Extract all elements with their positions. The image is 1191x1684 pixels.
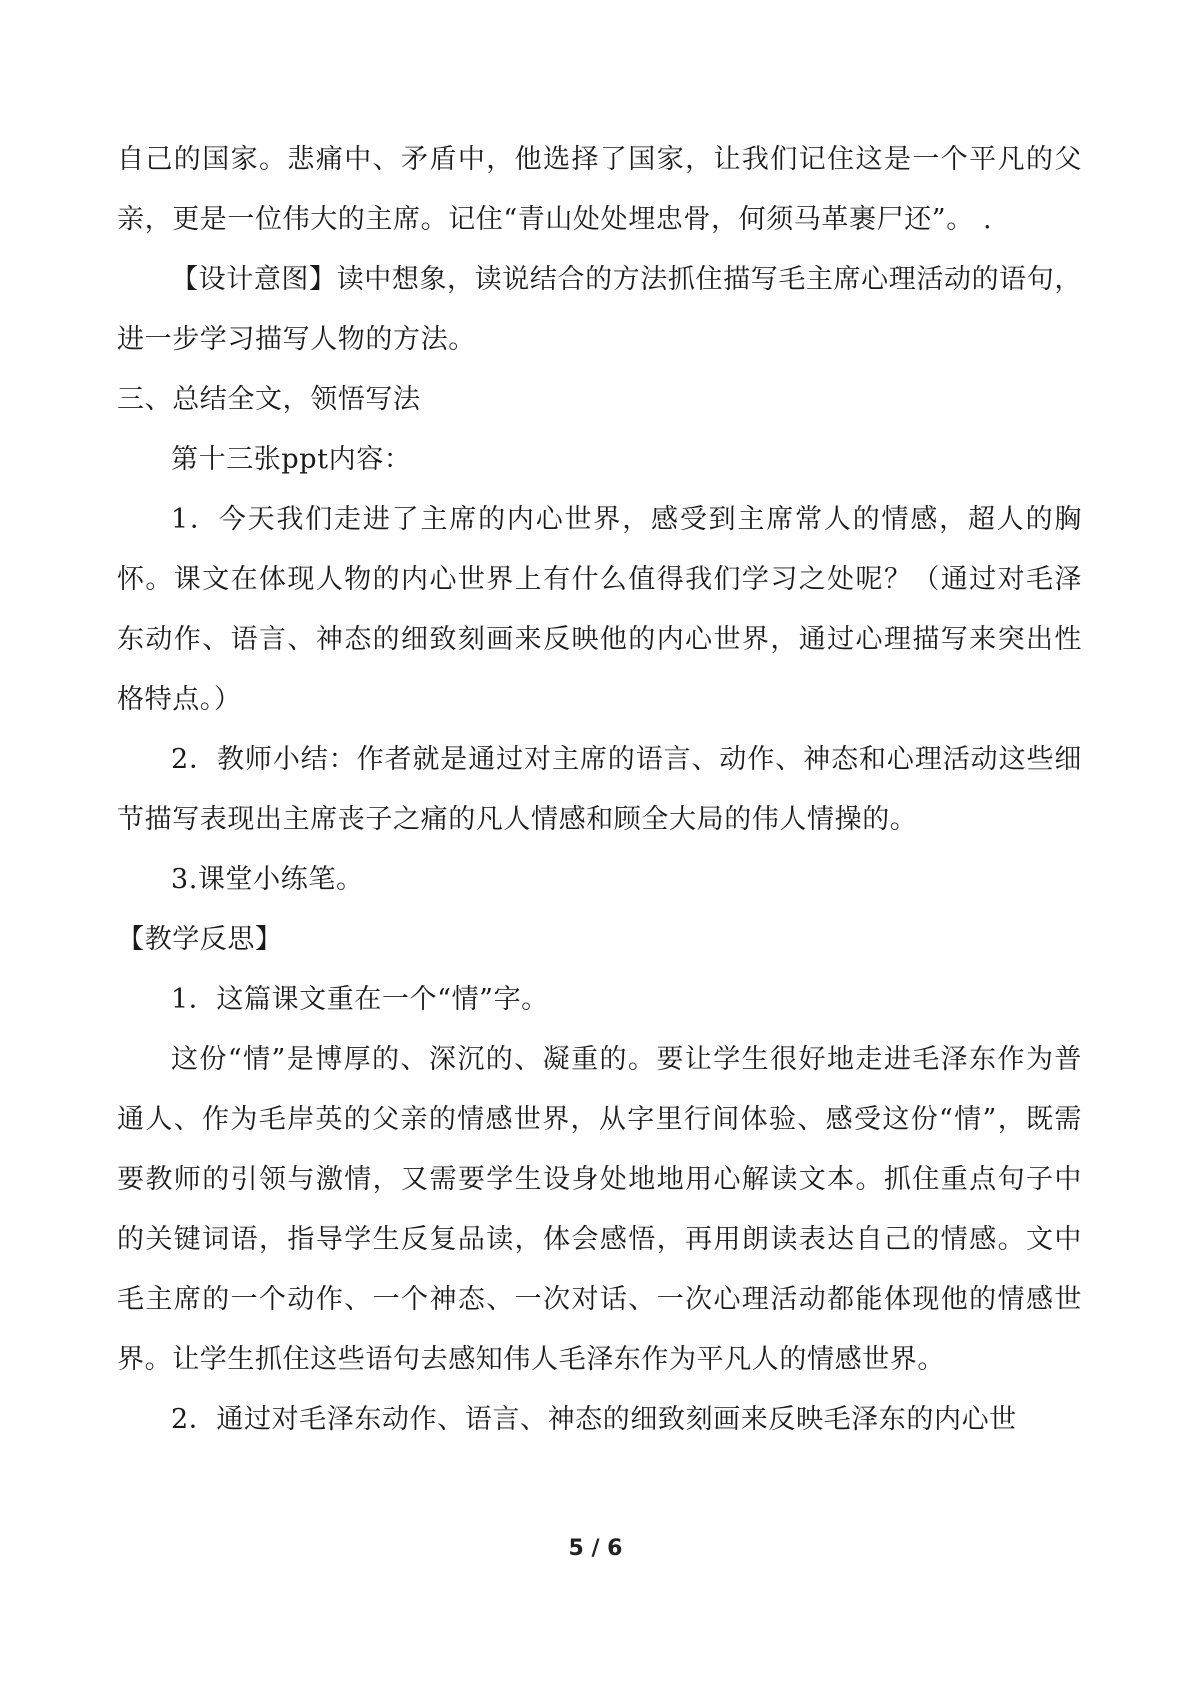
paragraph-ppt-13: 第十三张ppt内容： xyxy=(171,444,412,475)
paragraph-item-2: 2．教师小结：作者就是通过对主席的语言、动作、神态和心理活动这些细节描写表现出主席丧子之痛的凡人情感和顾全大局的伟人情操的。 xyxy=(117,744,1082,835)
paragraph-item-1: 1．今天我们走进了主席的内心世界，感受到主席常人的情感，超人的胸怀。课文在体现人物的内心世界上有什么值得我们学习之处呢？（通过对毛泽东动作、语言、神态的细致刻画来反映他的内心世界，通过心理描写来突出性格特点。） xyxy=(117,504,1082,715)
paragraph-reflection-detail: 这份“情”是博厚的、深沉的、凝重的。要让学生很好地走进毛泽东作为普通人、作为毛岸英的父亲的情感世界，从字里行间体验、感受这份“情”，既需要教师的引领与激情，又需要学生设身处地地用心解读文本。抓住重点句子中的关键词语，指导学生反复品读，体会感悟，再用朗读表达自己的情感。文中毛主席的一个动作、一个神态、一次对话、一次心理活动都能体现他的情感世界。让学生抓住这些语句去感知伟人毛泽东作为平凡人的情感世界。 xyxy=(117,1044,1082,1375)
section-heading-3: 三、总结全文，领悟写法 xyxy=(117,384,421,415)
paragraph-1: 自己的国家。悲痛中、矛盾中，他选择了国家，让我们记住这是一个平凡的父亲，更是一位伟大的主席。记住“青山处处埋忠骨，何须马革裹尸还”。 . xyxy=(117,144,1082,235)
paragraph-design-intent: 【设计意图】读中想象，读说结合的方法抓住描写毛主席心理活动的语句，进一步学习描写人物的方法。 xyxy=(117,264,1082,355)
document-body xyxy=(117,130,1082,1450)
paragraph-reflection-1: 1．这篇课文重在一个“情”字。 xyxy=(171,984,549,1015)
section-heading-reflection: 【教学反思】 xyxy=(117,924,283,955)
page-number: 5 / 6 xyxy=(568,1536,623,1561)
paragraph-reflection-2: 2．通过对毛泽东动作、语言、神态的细致刻画来反映毛泽东的内心世 xyxy=(171,1404,1017,1435)
paragraph-item-3: 3.课堂小练笔。 xyxy=(171,864,364,895)
